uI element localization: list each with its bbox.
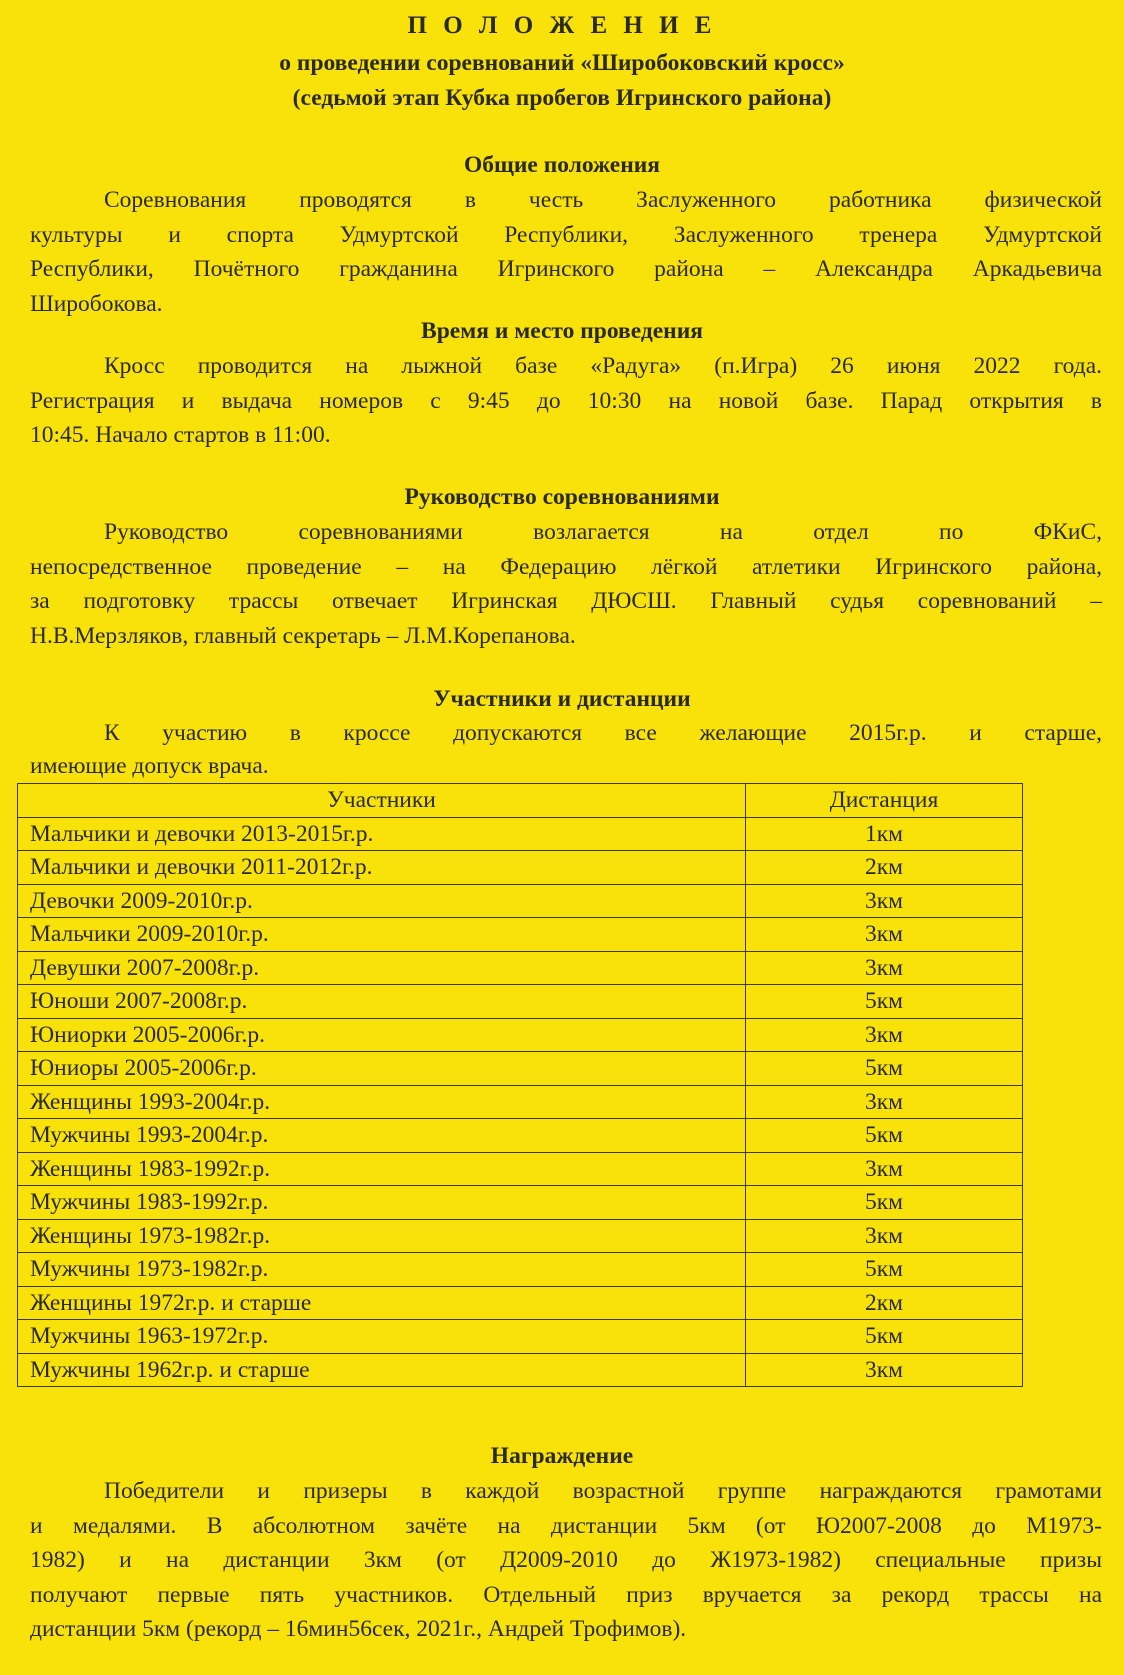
document-title: П О Л О Ж Е Н И Е bbox=[407, 12, 717, 39]
section-heading-general: Общие положения bbox=[464, 152, 660, 178]
table-row bbox=[18, 985, 1023, 1019]
text-line: К участию в кроссе допускаются все желающие 2015г.р. и старше, bbox=[104, 720, 1102, 746]
table-row bbox=[18, 1052, 1023, 1086]
participant-group-cell: Женщины 1993-2004г.р. bbox=[18, 1085, 746, 1119]
distance-cell: 5км bbox=[746, 1253, 1023, 1287]
text-line: получают первые пять участников. Отдельный приз вручается за рекорд трассы на bbox=[30, 1581, 1102, 1608]
participant-group-cell: Женщины 1972г.р. и старше bbox=[18, 1286, 746, 1320]
section-text-time-place bbox=[30, 349, 1102, 453]
distance-cell: 5км bbox=[746, 1320, 1023, 1354]
column-header-distance: Дистанция bbox=[746, 784, 1023, 818]
text-line: Победители и призеры в каждой возрастной группе награждаются грамотами bbox=[104, 1478, 1102, 1504]
distance-cell: 5км bbox=[746, 1119, 1023, 1153]
participant-group-cell: Мужчины 1962г.р. и старше bbox=[18, 1353, 746, 1387]
text-line: Руководство соревнованиями возлагается на отдел по ФКиС, bbox=[104, 519, 1102, 545]
participant-group-cell: Юноши 2007-2008г.р. bbox=[18, 985, 746, 1019]
distance-cell: 5км bbox=[746, 985, 1023, 1019]
distance-cell: 2км bbox=[746, 851, 1023, 885]
distance-cell: 3км bbox=[746, 1085, 1023, 1119]
table-row bbox=[18, 1219, 1023, 1253]
document-subtitle-line1: о проведении соревнований «Широбоковский кросс» bbox=[279, 50, 845, 76]
table-row bbox=[18, 1253, 1023, 1287]
section-text-general bbox=[30, 183, 1102, 321]
distance-cell: 3км bbox=[746, 918, 1023, 952]
table-row bbox=[18, 1152, 1023, 1186]
participants-table bbox=[17, 783, 1023, 1387]
table-row bbox=[18, 1018, 1023, 1052]
table-row bbox=[18, 884, 1023, 918]
text-line: Широбокова. bbox=[30, 290, 163, 317]
text-line: Н.В.Мерзляков, главный секретарь – Л.М.Корепанова. bbox=[30, 622, 576, 649]
participant-group-cell: Юниорки 2005-2006г.р. bbox=[18, 1018, 746, 1052]
participant-group-cell: Мужчины 1993-2004г.р. bbox=[18, 1119, 746, 1153]
distance-cell: 3км bbox=[746, 1018, 1023, 1052]
table-row bbox=[18, 817, 1023, 851]
distance-cell: 3км bbox=[746, 1353, 1023, 1387]
text-line: Кросс проводится на лыжной базе «Радуга» (п.Игра) 26 июня 2022 года. bbox=[104, 353, 1102, 379]
table-row bbox=[18, 1085, 1023, 1119]
document-subtitle-line2: (седьмой этап Кубка пробегов Игринского района) bbox=[292, 85, 832, 111]
text-line: и медалями. В абсолютном зачёте на дистанции 5км (от Ю2007-2008 до М1973- bbox=[30, 1512, 1102, 1539]
text-line: Соревнования проводятся в честь Заслуженного работника физической bbox=[104, 187, 1102, 213]
table-row bbox=[18, 951, 1023, 985]
participant-group-cell: Юниоры 2005-2006г.р. bbox=[18, 1052, 746, 1086]
table-row bbox=[18, 851, 1023, 885]
table-row bbox=[18, 918, 1023, 952]
distance-cell: 3км bbox=[746, 951, 1023, 985]
participant-group-cell: Девочки 2009-2010г.р. bbox=[18, 884, 746, 918]
table-row bbox=[18, 1353, 1023, 1387]
participant-group-cell: Женщины 1983-1992г.р. bbox=[18, 1152, 746, 1186]
distance-cell: 3км bbox=[746, 884, 1023, 918]
participant-group-cell: Мальчики 2009-2010г.р. bbox=[18, 918, 746, 952]
section-heading-participants: Участники и дистанции bbox=[433, 686, 691, 712]
table-row bbox=[18, 1119, 1023, 1153]
text-line: 1982) и на дистанции 3км (от Д2009-2010 до Ж1973-1982) специальные призы bbox=[30, 1547, 1102, 1573]
table-row bbox=[18, 1286, 1023, 1320]
distance-cell: 3км bbox=[746, 1219, 1023, 1253]
section-text-management bbox=[30, 515, 1102, 653]
text-line: культуры и спорта Удмуртской Республики, Заслуженного тренера Удмуртской bbox=[30, 221, 1102, 248]
participant-group-cell: Мальчики и девочки 2011-2012г.р. bbox=[18, 851, 746, 885]
table-header-row bbox=[18, 784, 1023, 818]
text-line: непосредственное проведение – на Федерацию лёгкой атлетики Игринского района, bbox=[30, 553, 1102, 580]
section-text-participants bbox=[30, 717, 1102, 783]
text-line: дистанции 5км (рекорд – 16мин56сек, 2021г., Андрей Трофимов). bbox=[30, 1616, 687, 1642]
participant-group-cell: Мужчины 1983-1992г.р. bbox=[18, 1186, 746, 1220]
distance-cell: 2км bbox=[746, 1286, 1023, 1320]
text-line: за подготовку трассы отвечает Игринская ДЮСШ. Главный судья соревнований – bbox=[30, 588, 1102, 614]
distance-cell: 1км bbox=[746, 817, 1023, 851]
text-line: имеющие допуск врача. bbox=[30, 753, 269, 779]
section-text-awards bbox=[30, 1474, 1102, 1647]
table-row bbox=[18, 1320, 1023, 1354]
participant-group-cell: Мальчики и девочки 2013-2015г.р. bbox=[18, 817, 746, 851]
text-line: 10:45. Начало стартов в 11:00. bbox=[30, 422, 331, 448]
section-heading-awards: Награждение bbox=[490, 1443, 634, 1469]
distance-cell: 5км bbox=[746, 1052, 1023, 1086]
section-heading-time-place: Время и место проведения bbox=[421, 318, 703, 344]
participant-group-cell: Женщины 1973-1982г.р. bbox=[18, 1219, 746, 1253]
column-header-participants: Участники bbox=[18, 784, 746, 818]
distance-cell: 5км bbox=[746, 1186, 1023, 1220]
table-row bbox=[18, 1186, 1023, 1220]
participant-group-cell: Девушки 2007-2008г.р. bbox=[18, 951, 746, 985]
participant-group-cell: Мужчины 1973-1982г.р. bbox=[18, 1253, 746, 1287]
distance-cell: 3км bbox=[746, 1152, 1023, 1186]
section-heading-management: Руководство соревнованиями bbox=[404, 484, 720, 510]
text-line: Регистрация и выдача номеров с 9:45 до 10:30 на новой базе. Парад открытия в bbox=[30, 387, 1102, 414]
participant-group-cell: Мужчины 1963-1972г.р. bbox=[18, 1320, 746, 1354]
text-line: Республики, Почётного гражданина Игринского района – Александра Аркадьевича bbox=[30, 256, 1102, 282]
